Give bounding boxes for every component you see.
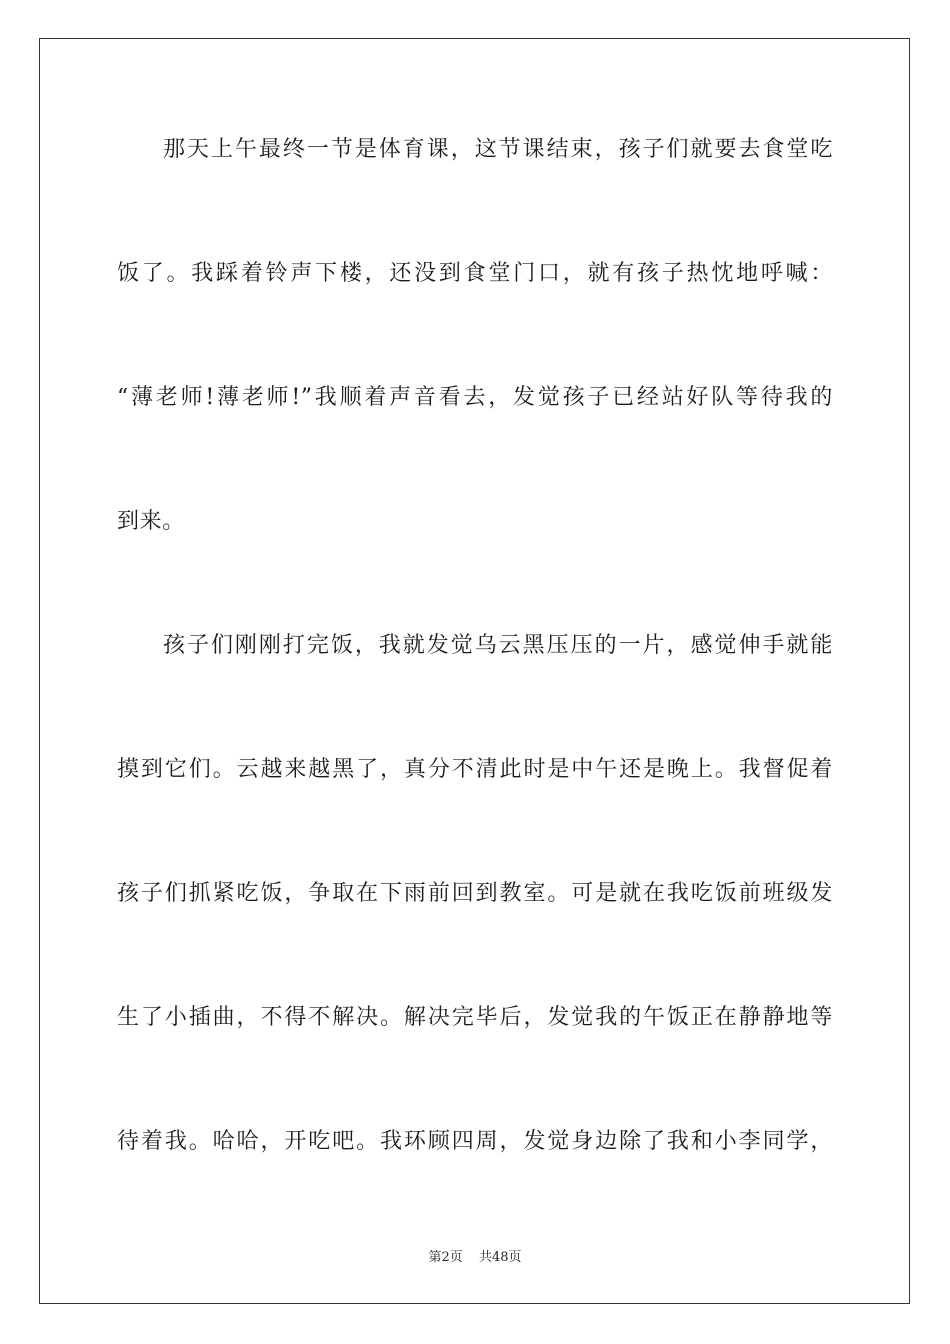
page-number: 第2页 [428, 1250, 463, 1265]
page-footer [0, 1246, 950, 1265]
text-line: 生了小插曲，不得不解决。解决完毕后，发觉我的午饭正在静静地等 [117, 1005, 833, 1030]
page-frame [39, 38, 910, 1304]
text-line: 摸到它们。云越来越黑了，真分不清此时是中午还是晚上。我督促着 [117, 757, 833, 782]
text-line: 孩子们刚刚打完饭，我就发觉乌云黑压压的一片，感觉伸手就能 [163, 633, 833, 658]
text-line: “薄老师!薄老师!”我顺着声音看去，发觉孩子已经站好队等待我的 [117, 385, 833, 410]
page-total: 共48页 [478, 1250, 522, 1265]
text-line: 孩子们抓紧吃饭，争取在下雨前回到教室。可是就在我吃饭前班级发 [117, 881, 833, 906]
text-line: 到来。 [117, 509, 185, 534]
text-line: 待着我。哈哈，开吃吧。我环顾四周，发觉身边除了我和小李同学， [117, 1129, 833, 1154]
text-line: 那天上午最终一节是体育课，这节课结束，孩子们就要去食堂吃 [163, 137, 833, 162]
text-line: 饭了。我踩着铃声下楼，还没到食堂门口，就有孩子热忱地呼喊： [117, 261, 833, 286]
